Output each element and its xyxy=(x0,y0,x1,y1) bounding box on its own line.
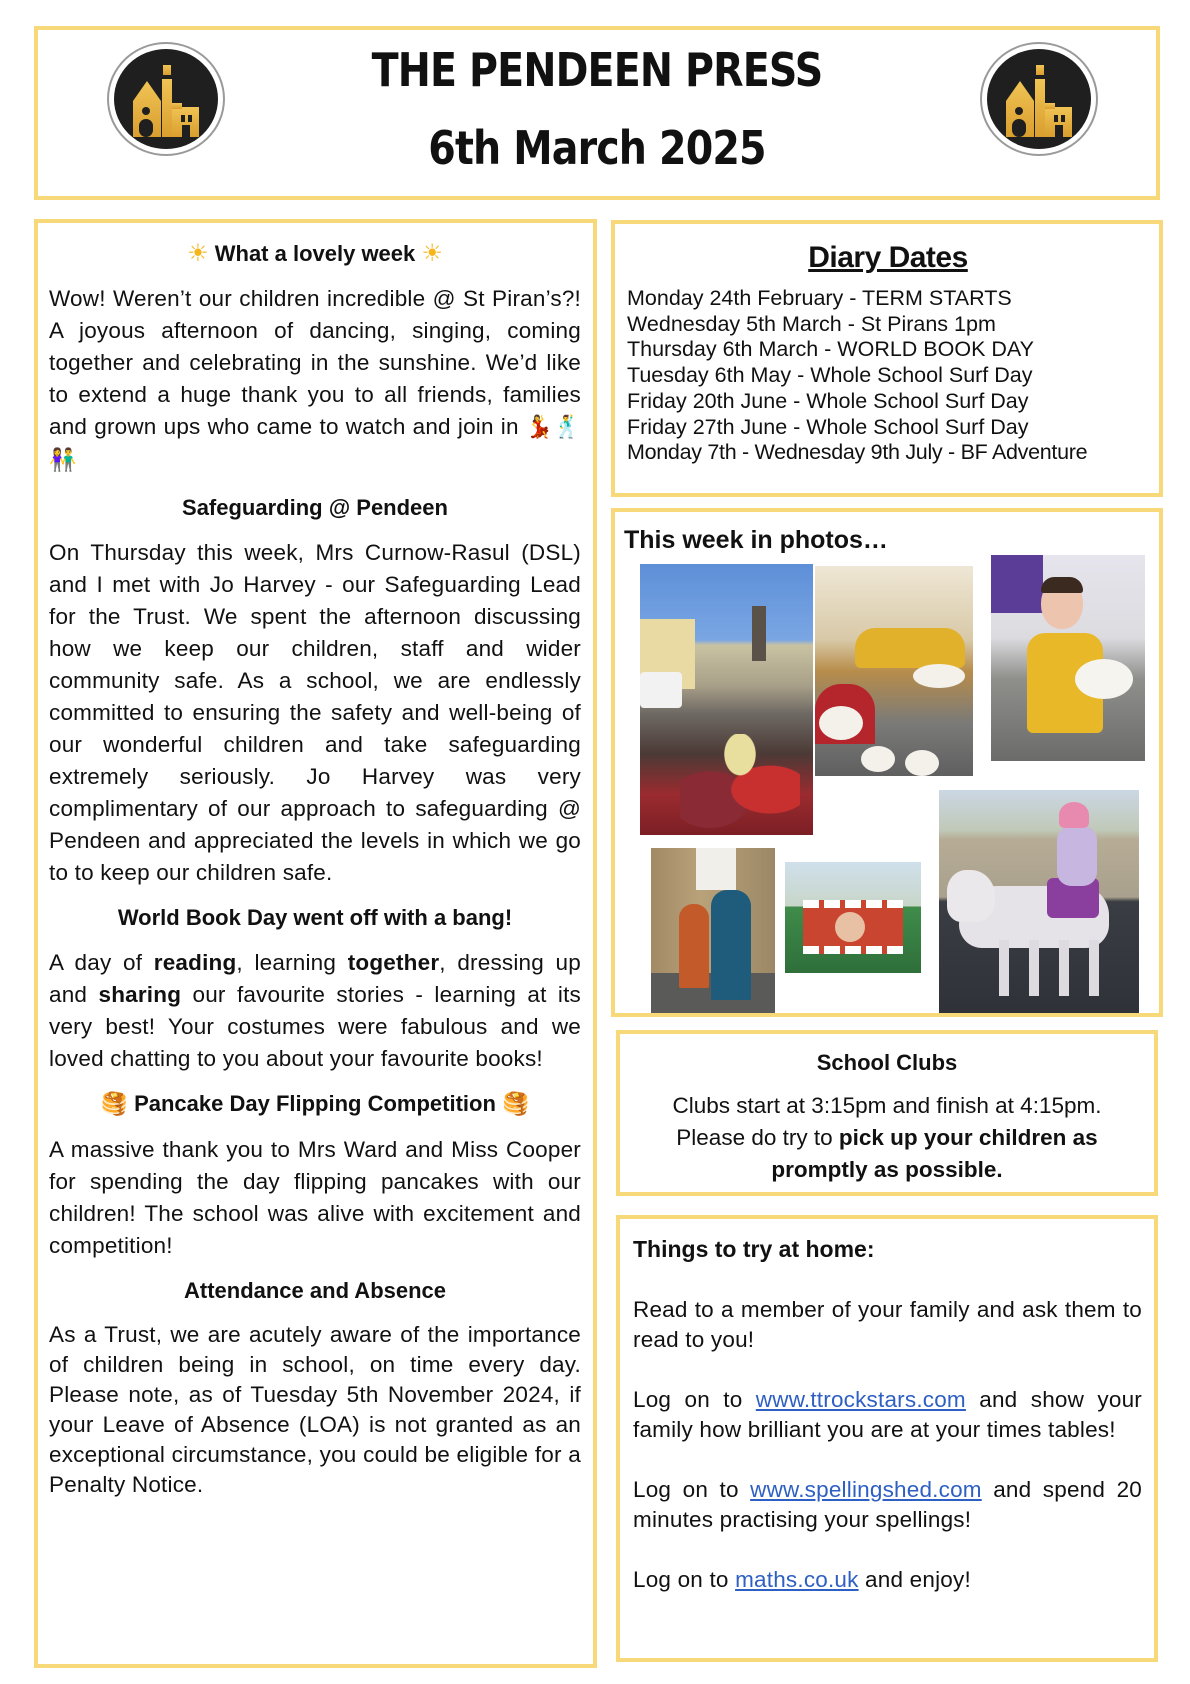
text: , learning xyxy=(236,950,348,975)
text: A day of xyxy=(49,950,154,975)
section-heading-week xyxy=(49,238,581,269)
photo-street-procession[interactable] xyxy=(640,564,813,835)
maths-link[interactable]: maths.co.uk xyxy=(735,1567,859,1592)
display-board xyxy=(991,555,1043,613)
bold-text: pick up your children as promptly as possible. xyxy=(771,1125,1098,1182)
paragraph-pancake: A massive thank you to Mrs Ward and Miss Cooper for spending the day flipping pancakes with our children! The school was alive with excitement and competition! xyxy=(49,1137,581,1258)
text: Log on to xyxy=(633,1477,751,1502)
people-holding-hands-icon: 👫 xyxy=(49,448,77,473)
newsletter-date: 6th March 2025 xyxy=(428,121,766,175)
photo-pony-rider[interactable] xyxy=(939,790,1139,1013)
photo-crocodile-costume[interactable] xyxy=(785,862,921,973)
newsletter-title: THE PENDEEN PRESS xyxy=(371,43,823,97)
clubs-text xyxy=(630,1090,1144,1186)
dancing-man-icon: 🕺 xyxy=(553,415,582,440)
text: , dressing up and xyxy=(49,950,581,1007)
sun-icon: ☀ xyxy=(421,239,443,267)
photo-children-pancakes[interactable] xyxy=(815,566,973,776)
diary-item: Monday 24th February - TERM STARTS xyxy=(627,286,1012,310)
diary-item: Friday 20th June - Whole School Surf Day xyxy=(627,388,1029,413)
week-body: Wow! Weren’t our children incredible @ St Piran’s?! A joyous afternoon of dancing, singing, coming together and celebrating in the sunshine. We’d like to extend a huge thank you to all friends, families and grown ups who came to watch and join in xyxy=(49,286,581,439)
text: our favourite stories - learning at its very best! Your costumes were fabulous and we loved chatting to you about your favourite books! xyxy=(49,982,581,1071)
school-clubs xyxy=(616,1030,1158,1196)
van-shape xyxy=(640,672,682,708)
crowd-shape xyxy=(680,734,800,835)
heading-text: What a lovely week xyxy=(214,241,416,266)
diary-item: Thursday 6th March - WORLD BOOK DAY xyxy=(627,337,1035,362)
adult-costume xyxy=(711,890,751,1000)
bold-text: sharing xyxy=(98,982,182,1007)
heading-text: Pancake Day Flipping Competition xyxy=(134,1091,496,1116)
text: and enjoy! xyxy=(858,1567,971,1592)
photos-panel xyxy=(611,508,1163,1017)
section-heading-safeguarding: Safeguarding @ Pendeen xyxy=(182,495,448,520)
diary-dates xyxy=(611,220,1163,497)
home-item-maths xyxy=(633,1565,1142,1595)
child-costume xyxy=(679,904,709,988)
paragraph-week xyxy=(49,283,581,477)
section-heading-attendance: Attendance and Absence xyxy=(183,1278,447,1303)
pony-head xyxy=(947,870,995,922)
tower-shape xyxy=(752,606,766,661)
diary-item: Monday 7th - Wednesday 9th July - BF Adventure xyxy=(627,440,1088,465)
sign xyxy=(696,848,736,890)
paragraph-book-day xyxy=(49,947,581,1075)
diary-item: Tuesday 6th May - Whole School Surf Day xyxy=(627,363,1033,388)
photo-boy-with-pancake[interactable] xyxy=(991,555,1145,761)
boy-hair xyxy=(1041,577,1083,593)
news-column xyxy=(34,219,597,1668)
text: and show your family how brilliant you are at your times tables! xyxy=(633,1387,1142,1442)
home-item-spellingshed xyxy=(633,1475,1142,1535)
diary-item: Wednesday 5th March - St Pirans 1pm xyxy=(627,311,996,336)
plate xyxy=(913,664,965,688)
clubs-times: Clubs start at 3:15pm and finish at 4:15pm. xyxy=(672,1093,1102,1118)
diary-title: Diary Dates xyxy=(808,241,968,274)
plate xyxy=(905,750,939,776)
school-logo-right xyxy=(980,42,1098,156)
section-heading-pancake xyxy=(49,1089,581,1120)
text: and spend 20 minutes practising your spellings! xyxy=(633,1477,1142,1532)
diary-item: Friday 27th June - Whole School Surf Day xyxy=(627,414,1029,439)
plate xyxy=(1075,659,1133,699)
child-face xyxy=(835,912,865,942)
text: Log on to xyxy=(633,1387,756,1412)
things-to-try xyxy=(616,1215,1158,1662)
bold-text: reading xyxy=(153,950,237,975)
yellow-shirts xyxy=(855,628,965,668)
pony-legs xyxy=(999,940,1099,996)
home-item-reading: Read to a member of your family and ask them to read to you! xyxy=(633,1297,1142,1352)
home-item-ttrockstars xyxy=(633,1385,1142,1445)
photos-title: This week in photos… xyxy=(624,526,888,554)
paragraph-safeguarding: On Thursday this week, Mrs Curnow-Rasul (DSL) and I met with Jo Harvey - our Safeguarding Lead for the Trust. We spent the afternoon discussing how we keep our children, staff and wider community safe. As a school, we are endlessly committed to ensuring the safety and well-being of our wonderful children and take safeguarding extremely seriously. Jo Harvey was very complimentary of our approach to safeguarding @ Pendeen and appreciated the levels in which we go to to keep our children safe. xyxy=(49,540,581,885)
text: Please do try to xyxy=(676,1125,839,1150)
plate xyxy=(861,746,895,772)
engine-house-icon xyxy=(1004,61,1074,137)
pancakes-icon: 🥞 xyxy=(502,1092,530,1117)
bold-text: together xyxy=(347,950,440,975)
dancer-icon: 💃 xyxy=(525,415,554,440)
pancakes-icon: 🥞 xyxy=(100,1092,128,1117)
spellingshed-link[interactable]: www.spellingshed.com xyxy=(750,1477,982,1502)
clubs-title: School Clubs xyxy=(816,1050,958,1075)
section-heading-book-day: World Book Day went off with a bang! xyxy=(117,905,513,930)
home-title: Things to try at home: xyxy=(633,1236,875,1262)
paragraph-attendance: As a Trust, we are acutely aware of the importance of children being in school, on time every day. Please note, as of Tuesday 5th November 2024, if your Leave of Absence (LOA) is not granted as an exceptional circumstance, you could be eligible for a Penalty Notice. xyxy=(49,1322,581,1497)
text: Log on to xyxy=(633,1567,736,1592)
plate xyxy=(819,706,863,740)
sun-icon: ☀ xyxy=(187,239,209,267)
photo-book-day-costumes[interactable] xyxy=(651,848,775,1013)
ttrockstars-link[interactable]: www.ttrockstars.com xyxy=(755,1387,966,1412)
rider-helmet xyxy=(1059,802,1089,828)
diary-list xyxy=(627,286,1149,466)
clubs-note xyxy=(630,1122,1144,1186)
rider-jacket xyxy=(1057,826,1097,886)
masthead xyxy=(34,26,1160,200)
